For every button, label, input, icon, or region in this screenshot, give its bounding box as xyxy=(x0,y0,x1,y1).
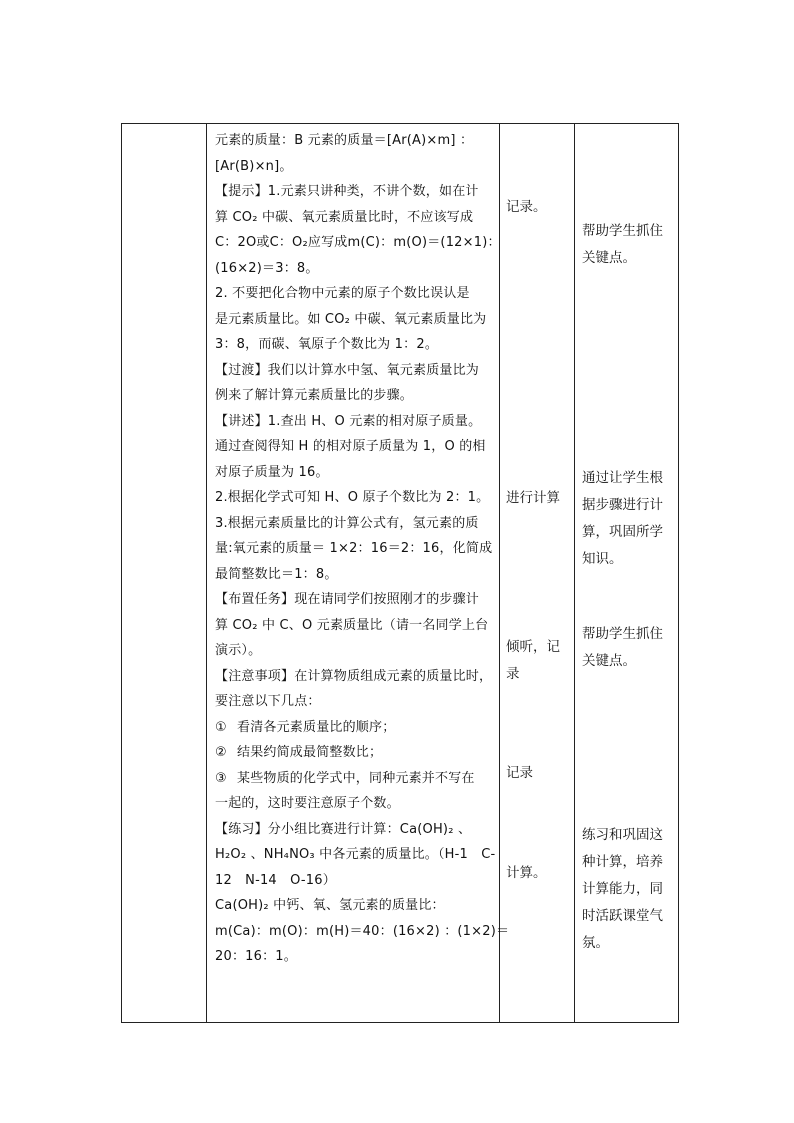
table-row xyxy=(122,124,679,1023)
text-line: 【布置任务】现在请同学们按照刚才的步骤计 xyxy=(215,592,480,607)
paragraph-hint-2 xyxy=(215,281,493,358)
student-activity-column xyxy=(500,124,574,1022)
list-item xyxy=(215,766,493,792)
text-line: 【讲述】1.查出 H、O 元素的相对原子质量。 xyxy=(215,413,482,429)
paragraph-formula xyxy=(215,128,493,179)
paragraph-task xyxy=(215,587,493,664)
list-item-text: 看清各元素质量比的顺序； xyxy=(237,719,396,735)
activity-note: 进行计算 xyxy=(506,490,560,506)
intent-note: 帮助学生抓住关键点。 xyxy=(582,223,663,266)
text-line: 20：16：1。 xyxy=(215,949,297,964)
text-line: C：2O或C：O₂应写成m(C)：m(O)＝(12×1)： xyxy=(215,235,501,250)
text-line: 【练习】分小组比赛进行计算：Ca(OH)₂ 、 xyxy=(215,821,472,837)
text-line: [Ar(B)×n]。 xyxy=(215,158,293,174)
text-line: 要注意以下几点： xyxy=(215,694,321,709)
text-line: 【过渡】我们以计算水中氢、氧元素质量比为 xyxy=(215,362,480,378)
text-line: 3.根据元素质量比的计算公式有，氢元素的质 xyxy=(215,515,479,531)
paragraph-exercise xyxy=(215,817,510,970)
text-line: 一起的，这时要注意原子个数。 xyxy=(215,796,400,811)
activity-note: 计算。 xyxy=(506,865,547,881)
intent-note: 帮助学生抓住关键点。 xyxy=(582,626,663,669)
teaching-content xyxy=(207,128,510,970)
list-item-text: 结果约简成最简整数比； xyxy=(237,745,383,760)
blank-cell xyxy=(122,124,207,1023)
text-line: 2. 不要把化合物中元素的原子个数比误认是 xyxy=(215,286,470,301)
paragraph-explanation xyxy=(215,409,493,588)
text-line: 3：8，而碳、氧原子个数比为 1：2。 xyxy=(215,337,439,352)
text-line: 2.根据化学式可知 H、O 原子个数比为 2：1。 xyxy=(215,490,490,505)
text-line: 算 CO₂ 中碳、氧元素质量比时，不应该写成 xyxy=(215,209,474,225)
student-activity-cell xyxy=(500,124,575,1023)
list-marker: ① xyxy=(215,719,227,735)
design-intent-column xyxy=(575,124,678,1022)
design-intent-cell xyxy=(575,124,679,1023)
text-line: 对原子质量为 16。 xyxy=(215,464,329,480)
text-line: H₂O₂ 、NH₄NO₃ 中各元素的质量比。（H-1 C- xyxy=(215,847,496,862)
intent-note: 通过让学生根据步骤进行计算，巩固所学知识。 xyxy=(582,470,663,567)
text-line: 是元素质量比。如 CO₂ 中碳、氧元素质量比为 xyxy=(215,311,487,327)
text-line: 元素的质量：B 元素的质量＝[Ar(A)×m] ： xyxy=(215,133,474,148)
text-line: 演示）。 xyxy=(215,643,262,658)
list-item xyxy=(215,715,493,741)
paragraph-transition xyxy=(215,358,493,409)
text-line: 12 N-14 O-16） xyxy=(215,872,336,888)
text-line: Ca(OH)₂ 中钙、氧、氢元素的质量比： xyxy=(215,898,445,913)
list-item-text: 某些物质的化学式中，同种元素并不写在 xyxy=(237,770,475,786)
text-line: 通过查阅得知 H 的相对原子质量为 1，O 的相 xyxy=(215,439,486,454)
activity-note: 倾听，记录 xyxy=(506,639,560,682)
activity-note: 记录 xyxy=(506,765,533,781)
lesson-plan-table xyxy=(121,123,679,1023)
text-line: 例来了解计算元素质量比的步骤。 xyxy=(215,388,414,403)
paragraph-notes xyxy=(215,664,493,817)
teaching-content-cell xyxy=(207,124,510,1023)
text-line: 算 CO₂ 中 C、O 元素质量比（请一名同学上台 xyxy=(215,617,489,633)
text-line: 【注意事项】在计算物质组成元素的质量比时， xyxy=(215,668,493,684)
intent-note: 练习和巩固这种计算，培养计算能力，同时活跃课堂气氛。 xyxy=(582,827,663,951)
text-line: (16×2)＝3：8。 xyxy=(215,260,319,276)
text-line: m(Ca)：m(O)：m(H)＝40：(16×2) ：(1×2)＝ xyxy=(215,923,510,939)
activity-note: 记录。 xyxy=(506,199,547,215)
text-line: 量:氧元素的质量＝ 1×2：16＝2：16，化简成 xyxy=(215,541,493,556)
list-item xyxy=(215,740,493,766)
text-line: 最简整数比＝1：8。 xyxy=(215,566,338,582)
text-line: 【提示】1.元素只讲种类，不讲个数，如在计 xyxy=(215,184,479,199)
list-marker: ② xyxy=(215,745,227,760)
list-marker: ③ xyxy=(215,770,227,786)
paragraph-hint xyxy=(215,179,501,281)
